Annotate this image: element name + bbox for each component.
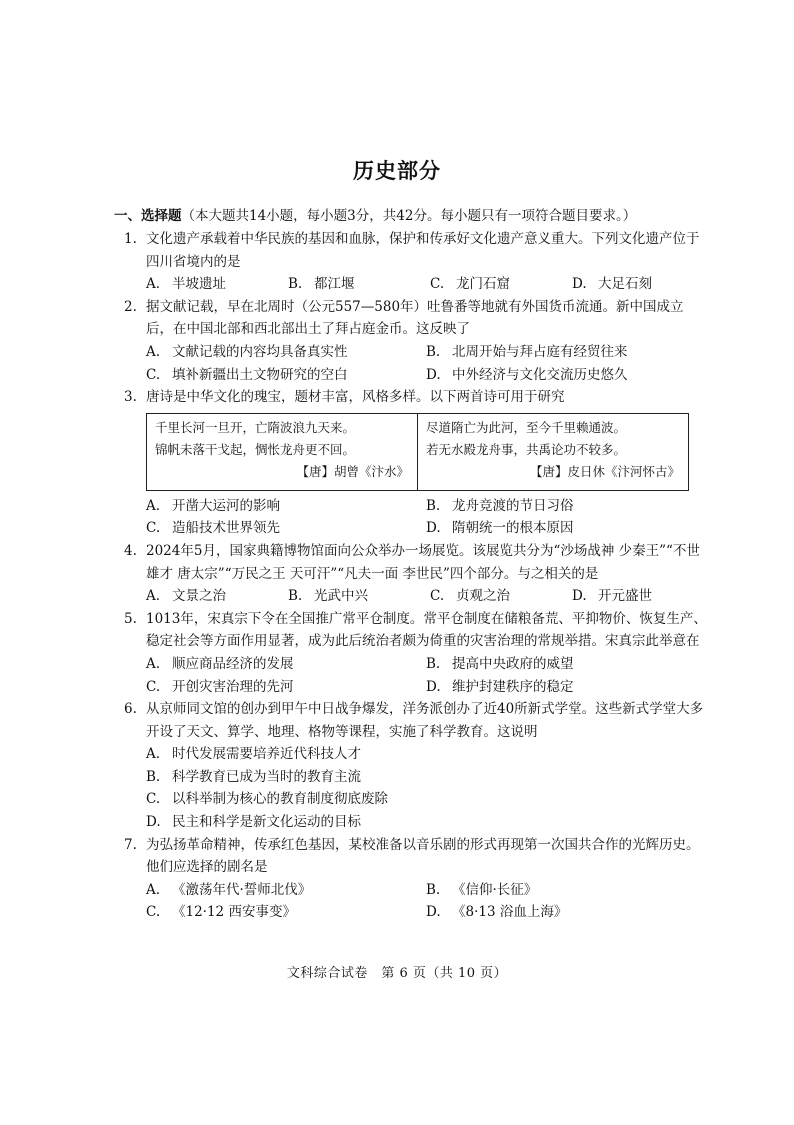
question-4	[124, 540, 709, 608]
question-stem: 1013年，宋真宗下令在全国推广常平仓制度。常平仓制度在储粮备荒、平抑物价、恢复生产、稳定社会等方面作用显著，成为此后统治者颇为倚重的灾害治理的常规举措。宋真宗此举意在	[146, 610, 707, 650]
option-b: B. 光武中兴	[288, 588, 368, 605]
poem-line: 尽道隋亡为此河，至今千里赖通波。	[426, 419, 627, 435]
question-2	[124, 296, 709, 386]
page-title: 历史部分	[353, 158, 441, 183]
option-a: A. 时代发展需要培养近代科技人才	[146, 746, 361, 763]
option-b: B. 北周开始与拜占庭有经贸往来	[426, 343, 628, 360]
option-b: B. 科学教育已成为当时的教育主流	[146, 768, 361, 785]
question-7	[124, 834, 709, 924]
option-a: A. 顺应商品经济的发展	[146, 655, 294, 672]
question-stem: 文化遗产承载着中华民族的基因和血脉，保护和传承好文化遗产意义重大。下列文化遗产位于四川省境内的是	[146, 231, 700, 270]
poem-table	[146, 413, 689, 491]
question-number: 1.	[124, 231, 137, 247]
option-d: D. 《8·13 浴血上海》	[426, 904, 568, 921]
option-b: B. 《信仰·长征》	[426, 881, 538, 898]
page-footer: 文科综合试卷 第 6 页（共 10 页）	[286, 966, 508, 981]
poem-source: 【唐】胡曾《汴水》	[296, 463, 409, 479]
section-heading	[114, 205, 694, 228]
option-c: C. 《12·12 西安事变》	[146, 904, 296, 921]
poem-line: 若无水殿龙舟事，共禹论功不较多。	[426, 441, 627, 457]
option-a: A. 半坡遗址	[146, 276, 226, 293]
option-d: D. 维护封建秩序的稳定	[426, 678, 574, 695]
option-b: B. 龙舟竞渡的节日习俗	[426, 497, 574, 514]
question-list	[124, 228, 709, 924]
option-row	[124, 273, 709, 296]
question-6	[124, 698, 709, 834]
option-d: D. 民主和科学是新文化运动的目标	[146, 814, 361, 831]
option-row	[146, 364, 709, 387]
option-c: C. 贞观之治	[430, 588, 510, 605]
option-a: A. 开凿大运河的影响	[146, 497, 280, 514]
question-number: 4.	[124, 542, 137, 559]
option-d: D. 隋朝统一的根本原因	[426, 520, 574, 537]
section-note: （本大题共14小题，每小题3分，共42分。每小题只有一项符合题目要求。）	[181, 208, 637, 224]
option-d: D. 开元盛世	[572, 588, 652, 605]
option-a: A. 文景之治	[146, 588, 226, 605]
question-3	[124, 386, 709, 540]
option-row	[124, 585, 709, 608]
option-row	[146, 495, 709, 518]
question-number: 5.	[124, 610, 137, 627]
option-c: C. 龙门石窟	[430, 276, 510, 293]
option-row	[146, 653, 709, 676]
poem-line: 千里长河一旦开，亡隋波浪九天来。	[155, 419, 356, 435]
question-number: 2.	[124, 298, 137, 315]
question-5	[124, 608, 709, 698]
option-row	[146, 676, 709, 699]
poem-line: 锦帆未落干戈起，惆怅龙舟更不回。	[155, 441, 356, 457]
section-label: 一、选择题	[114, 208, 182, 224]
option-c: C. 造船技术世界领先	[146, 520, 280, 537]
option-d: D. 中外经济与文化交流历史悠久	[426, 366, 628, 383]
poem-left	[147, 414, 417, 490]
question-number: 7.	[124, 836, 137, 853]
question-stem: 为弘扬革命精神，传承红色基因，某校准备以音乐剧的形式再现第一次国共合作的光辉历史。他们应选择的剧名是	[146, 836, 700, 876]
option-d: D. 大足石刻	[572, 276, 652, 293]
option-c: C. 填补新疆出土文物研究的空白	[146, 366, 348, 383]
question-stem: 据文献记载，早在北周时（公元557—580年）吐鲁番等地就有外国货币流通。新中国成立后，在中国北部和西北部出土了拜占庭金币。这反映了	[146, 298, 684, 338]
question-number: 6.	[124, 701, 137, 718]
option-b: B. 提高中央政府的威望	[426, 655, 574, 672]
question-stem: 2024年5月，国家典籍博物馆面向公众举办一场展览。该展览共分为“沙场战神 少秦王”“不世雄才 唐太宗”“万民之王 天可汗”“凡夫一面 李世民”四个部分。与之相关的是	[146, 542, 700, 582]
option-a: A. 文献记载的内容均具备真实性	[146, 343, 348, 360]
option-a: A. 《激荡年代·誓师北伐》	[146, 881, 312, 898]
option-row	[146, 341, 709, 364]
option-c: C. 以科举制为核心的教育制度彻底废除	[146, 791, 388, 808]
poem-right	[417, 414, 688, 490]
option-row	[146, 879, 709, 902]
question-stem: 从京师同文馆的创办到甲午中日战争爆发，洋务派创办了近40所新式学堂。这些新式学堂大多开设了天文、算学、地理、格物等课程，实施了科学教育。这说明	[146, 701, 704, 740]
question-number: 3.	[124, 389, 137, 406]
option-c: C. 开创灾害治理的先河	[146, 678, 294, 695]
option-b: B. 都江堰	[288, 276, 355, 293]
poem-source: 【唐】皮日休《汴河怀古》	[529, 463, 680, 479]
option-row	[146, 901, 709, 924]
question-1	[124, 228, 709, 296]
question-stem: 唐诗是中华文化的瑰宝，题材丰富，风格多样。以下两首诗可用于研究	[146, 389, 565, 406]
option-row	[146, 517, 709, 540]
